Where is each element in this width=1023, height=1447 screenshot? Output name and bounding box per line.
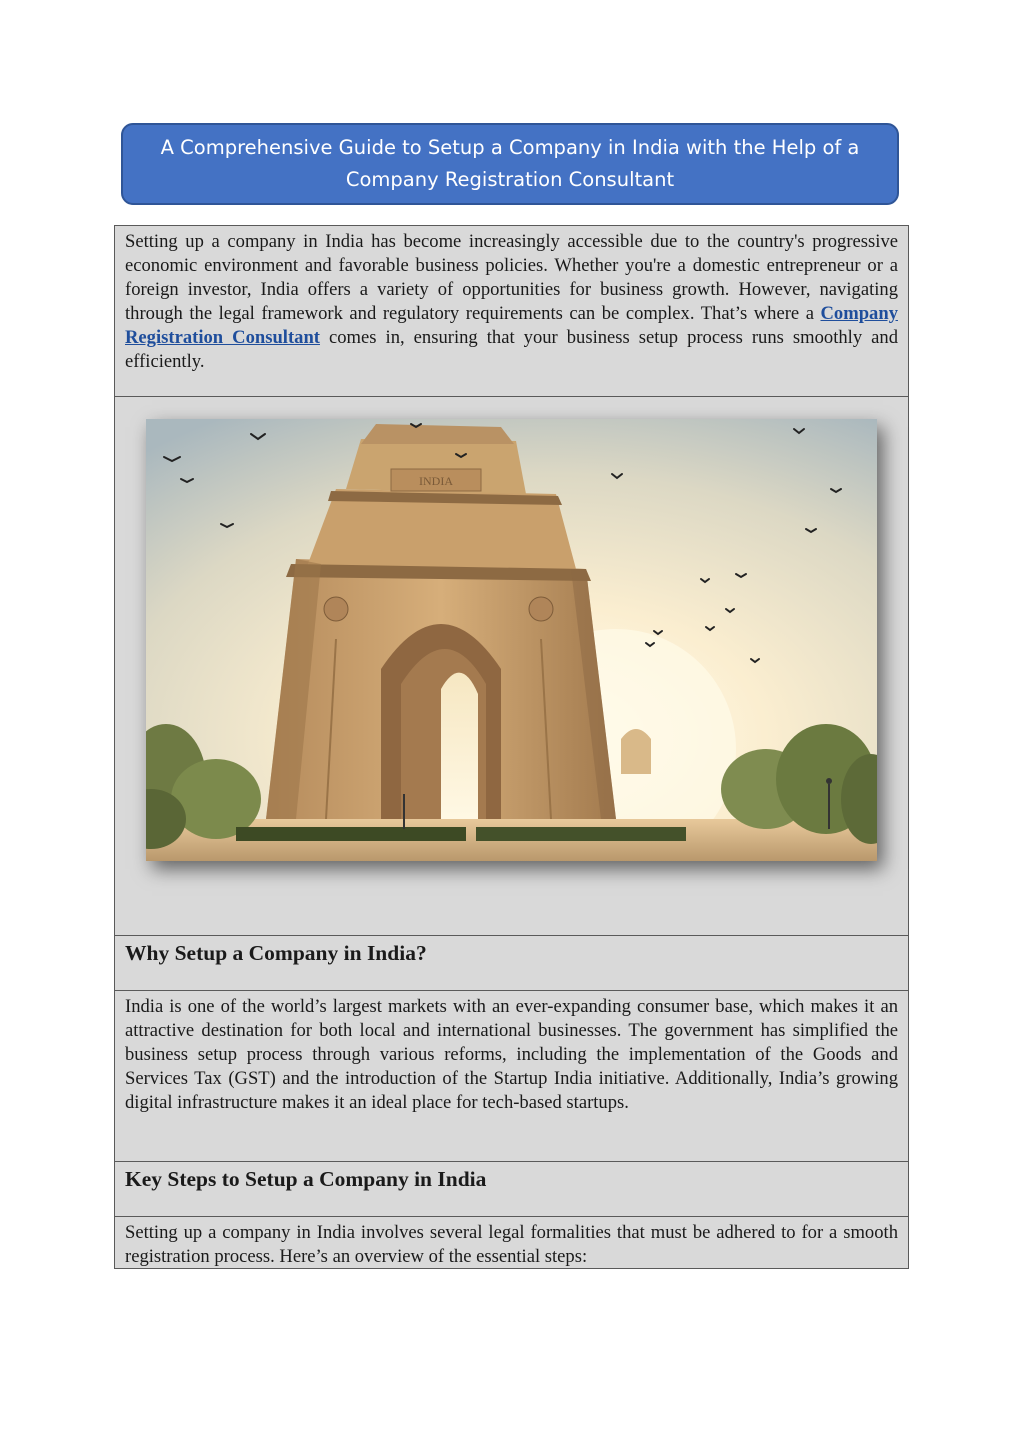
why-setup-body-cell	[115, 991, 908, 1162]
why-setup-heading-cell	[115, 936, 908, 991]
page-title: A Comprehensive Guide to Setup a Company in India with the Help of a Company Registration Consultant	[160, 136, 860, 191]
key-steps-heading-cell	[115, 1162, 908, 1217]
key-steps-heading: Key Steps to Setup a Company in India	[125, 1167, 487, 1191]
why-setup-heading: Why Setup a Company in India?	[125, 941, 427, 965]
intro-paragraph	[125, 230, 898, 374]
why-setup-paragraph: India is one of the world’s largest markets with an ever-expanding consumer base, which makes it an attractive destination for both local and international businesses. The government has simplified the business setup process through various reforms, including the implementation of the Goods and Services Tax (GST) and the introduction of the Startup India initiative. Additionally, India’s growing digital infrastructure makes it an ideal place for tech-based startups.	[125, 996, 898, 1113]
key-steps-body-cell	[115, 1217, 908, 1268]
title-banner	[121, 123, 899, 205]
intro-text-after: comes in, ensuring that your business setup process runs smoothly and efficiently.	[125, 327, 898, 372]
key-steps-paragraph: Setting up a company in India involves several legal formalities that must be adhered to for a smooth registration process. Here’s an overview of the essential steps:	[125, 1222, 898, 1267]
intro-cell	[115, 226, 908, 397]
company-registration-consultant-link[interactable]: Company Registration Consultant	[125, 303, 898, 348]
monument-inscription: INDIA	[419, 474, 453, 488]
content-table	[114, 225, 909, 1269]
intro-text-before: Setting up a company in India has become increasingly accessible due to the country's progressive economic environment and favorable business policies. Whether you're a domestic entrepreneur or a foreign investor, India offers a variety of opportunities for business growth. However, navigating through the legal framework and regulatory requirements can be complex. That’s where a	[125, 231, 898, 324]
image-cell	[115, 397, 908, 936]
india-gate-photo	[146, 419, 877, 861]
